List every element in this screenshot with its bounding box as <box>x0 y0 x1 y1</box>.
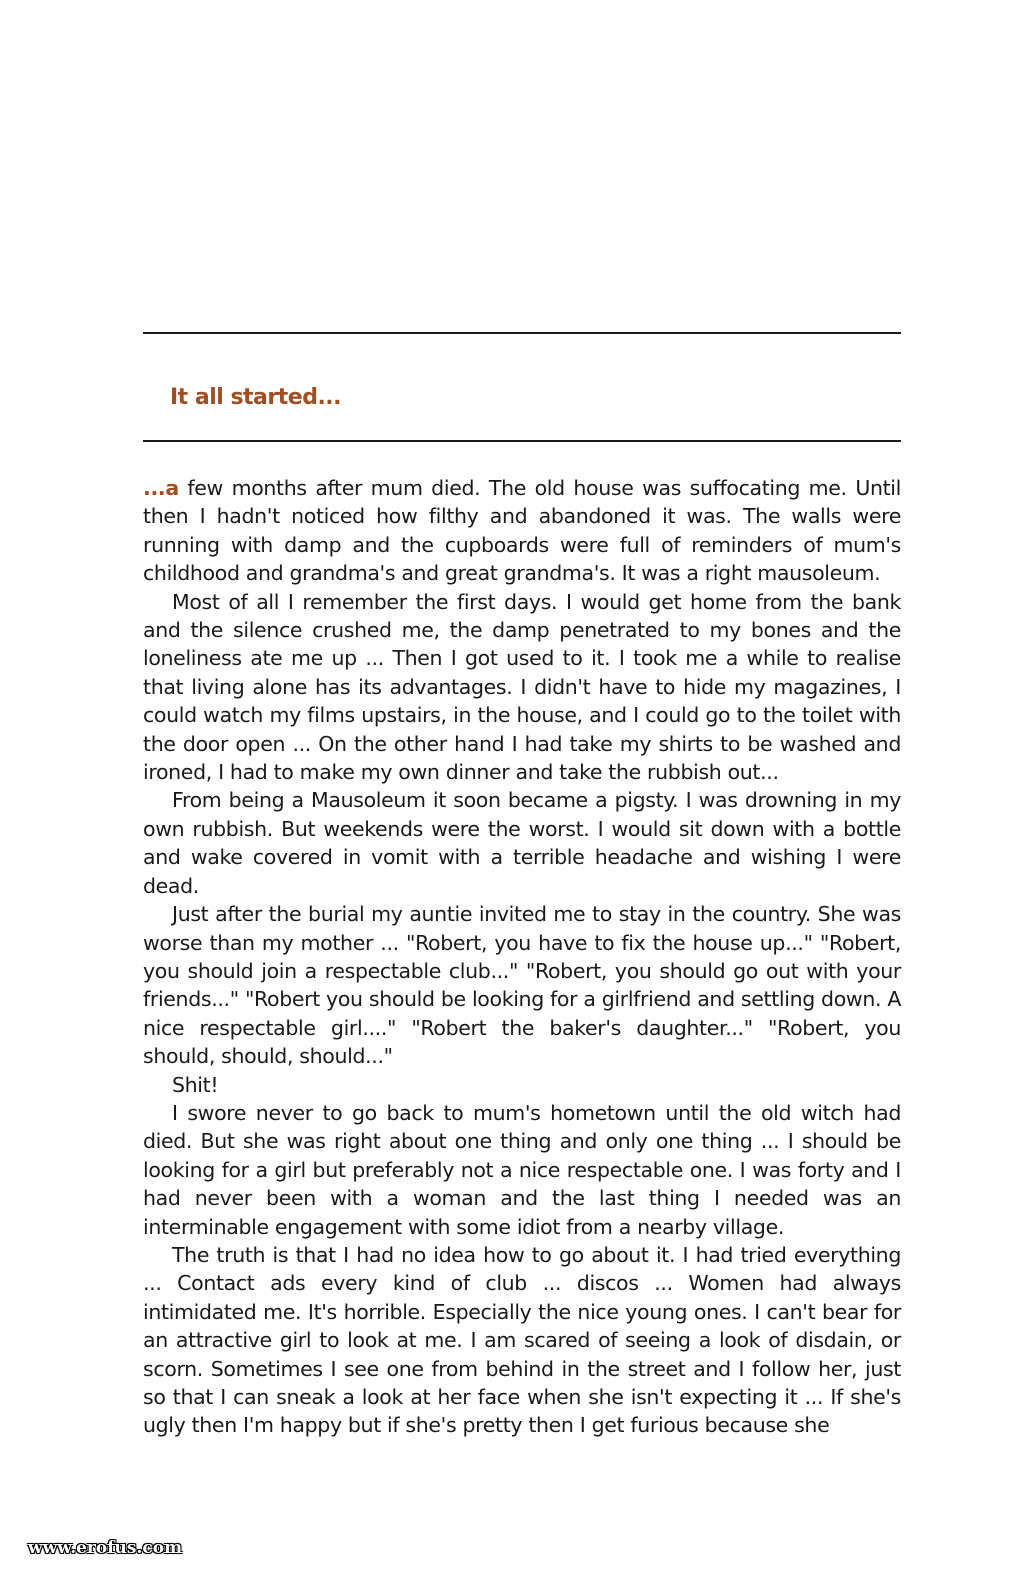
lead-in: ...a <box>143 476 179 500</box>
paragraph-text: few months after mum died. The old house was suffocating me. Until then I hadn't noticed how filthy and abandoned it was. The walls were running with damp and the cupboards were full of reminders of mum's childhood and grandma's and great grandma's. It was a right mausoleum. <box>143 476 902 586</box>
watermark: www.erofus.com <box>28 1538 183 1558</box>
paragraph <box>143 474 901 588</box>
chapter-bottom-rule <box>143 440 901 442</box>
paragraph: Just after the burial my auntie invited me to stay in the country. She was worse than my mother ... "Robert, you have to fix the house up..." "Robert, you should join a respectable club..." "Robert, you should go out with your friends..." "Robert you should be looking for a girlfriend and settling down. A nice respectable girl...." "Robert the baker's daughter..." "Robert, you should, should, should..." <box>143 902 901 1069</box>
chapter-title: It all started... <box>170 385 342 410</box>
paragraph: The truth is that I had no idea how to go about it. I had tried everything ... Contact ads every kind of club ... discos ... Women had always intimidated me. It's horrible. Especially the nice young ones. I can't bear for an attractive girl to look at me. I am scared of seeing a look of disdain, or scorn. Sometimes I see one from behind in the street and I follow her, just so that I can sneak a look at her face when she isn't expecting it ... If she's ugly then I'm happy but if she's pretty then I get furious because she <box>143 1242 901 1438</box>
paragraph: Shit! <box>172 1072 219 1097</box>
paragraph: Most of all I remember the first days. I would get home from the bank and the silence crushed me, the damp penetrated to my bones and the loneliness ate me up ... Then I got used to it. I took me a while to realise that living alone has its advantages. I didn't have to hide my magazines, I could watch my films upstairs, in the house, and I could go to the toilet with the door open ... On the other hand I had take my shirts to be washed and ironed, I had to make my own dinner and take the rubbish out... <box>143 589 901 785</box>
chapter-top-rule <box>143 332 901 334</box>
paragraph: I swore never to go back to mum's hometown until the old witch had died. But she was right about one thing and only one thing ... I should be looking for a girl but preferably not a nice respectable one. I was forty and I had never been with a woman and the last thing I needed was an interminable engagement with some idiot from a nearby village. <box>143 1100 901 1239</box>
paragraph: From being a Mausoleum it soon became a pigsty. I was drowning in my own rubbish. But weekends were the worst. I would sit down with a bottle and wake covered in vomit with a terrible headache and wishing I were dead. <box>143 788 901 898</box>
body-text <box>143 474 901 1440</box>
